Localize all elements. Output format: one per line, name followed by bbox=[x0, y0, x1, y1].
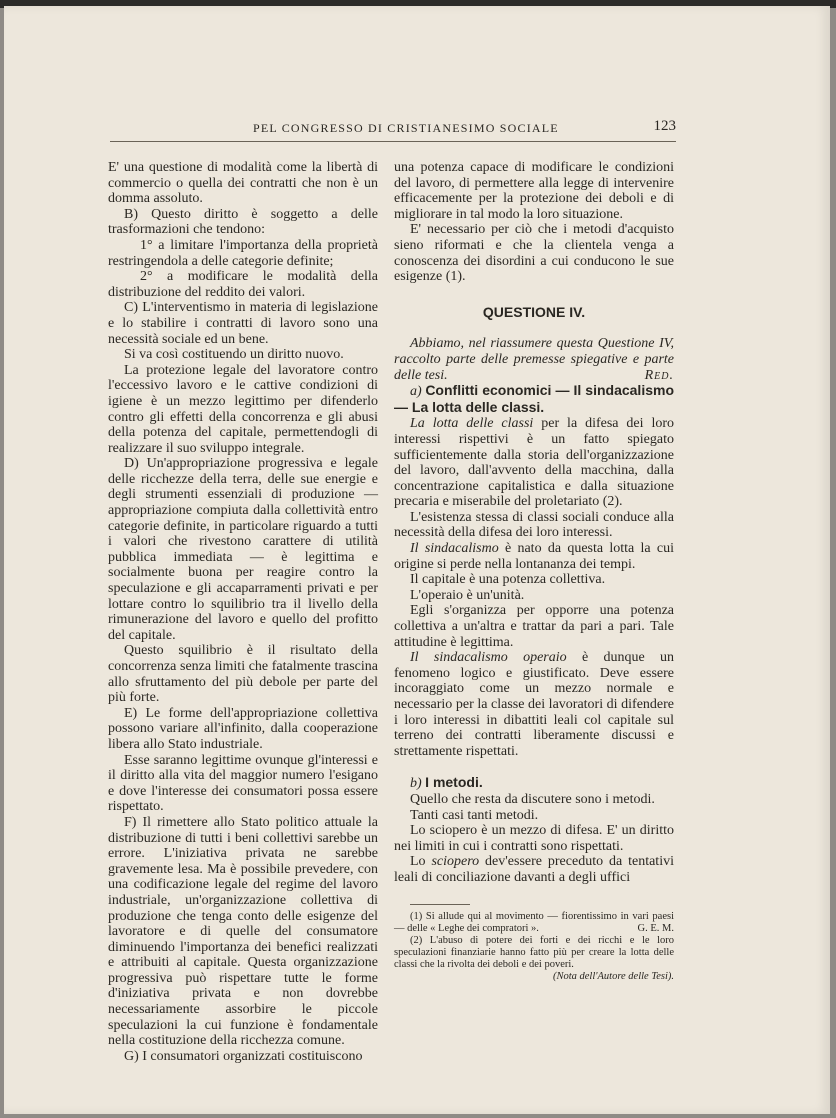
paragraph: 2° a modificare le modalità della distribuzione del reddito dei valori. bbox=[108, 269, 378, 300]
section-title: Conflitti economici — Il sindacalismo — La lotta delle classi. bbox=[394, 382, 675, 415]
footnote-signature bbox=[394, 971, 674, 983]
paragraph-text: dev'essere preceduto da tentativi leali di conciliazione davanti a degli uffici bbox=[394, 854, 674, 885]
paragraph bbox=[394, 650, 674, 759]
paragraph: F) Il rimettere allo Stato politico attuale la distribuzione di tutti i beni collettivi sarebbe un errore. L'iniziativa privata ne sarebbe gravemente lesa. Ma è possibile prevedere, con una codificazione legale del regime del lavoro industriale, un'organizzazione collettiva di produzione che tenga conto delle esigenze del lavoratore e di quelle del consumatore diminuendo l'importanza dei benefici realizzati e attribuiti al capitale. Questa organizzazione progressiva può rispettare tutte le forme d'iniziativa privata e non dovrebbe necessariamente assorbire le piccole speculazioni la cui funzione è fondamentale nella costituzione della ricchezza comune. bbox=[108, 814, 378, 1049]
intro-text: Abbiamo, nel riassumere questa Questione IV, raccolto parte delle premesse spiegative e parte delle tesi. bbox=[394, 336, 674, 383]
intro-paragraph bbox=[394, 336, 674, 383]
paragraph: Esse saranno legittime ovunque gl'interessi e il diritto alla vita del maggior numero l'esigano e dove l'interesse dei consumatori possa essere rispettato. bbox=[108, 752, 378, 815]
paragraph-text: è dunque un fenomeno logico e giustificato. Deve essere incoraggiato come un mezzo normale e necessario per la classe dei lavoratori di difendere i loro interessi in dibattiti leali col capitale sul terreno dei contratti liberamente discussi e strettamente rispettati. bbox=[394, 650, 674, 759]
paragraph: D) Un'appropriazione progressiva e legale delle ricchezze della terra, delle sue energie e degli strumenti essenziali di produzione — appropriazione compiuta dalla collettività entro categorie definite, in particolare riguardo a tutti i valori che rivestono carattere di utilità pubblica immediata — è legittima e socialmente buona per reagire contro la speculazione e gli accaparramenti privati e per lottare contro lo squilibrio tra il livello della rimunerazione del lavoro e quello del profitto del capitale. bbox=[108, 456, 378, 643]
italic-term: La lotta delle classi bbox=[410, 416, 534, 432]
page-number: 123 bbox=[653, 118, 676, 134]
paragraph bbox=[394, 854, 674, 885]
paragraph-text: per la difesa dei loro interessi rispettivi è un fatto spiegato sufficientemente dalla storia dell'organizzazione del lavoro, dall'avvento della macchina, dalla concentrazione capitalistica e dalla situazione precaria e miserabile del proletariato (2). bbox=[394, 416, 674, 510]
paragraph: una potenza capace di modificare le condizioni del lavoro, di permettere alla legge di intervenire efficacemente per la protezione dei deboli e di migliorare in tal modo la loro situazione. bbox=[394, 160, 674, 222]
running-head bbox=[110, 118, 676, 138]
paragraph: E' necessario per ciò che i metodi d'acquisto sieno riformati e che la clientela venga a conoscenza dei disordini a cui conducono le sue esigenze (1). bbox=[394, 222, 674, 285]
paragraph: Si va così costituendo un diritto nuovo. bbox=[124, 347, 344, 363]
left-column bbox=[108, 160, 378, 1064]
paragraph: L'operaio è un'unità. bbox=[410, 587, 525, 603]
paragraph: B) Questo diritto è soggetto a delle trasformazioni che tendono: bbox=[108, 206, 378, 238]
footnote-signature: G. E. M. bbox=[637, 922, 674, 934]
italic-term: Il sindacalismo operaio bbox=[410, 650, 567, 666]
paragraph: E) Le forme dell'appropriazione collettiva possono variare all'infinito, dalla cooperazione libera allo Stato industriale. bbox=[108, 705, 378, 752]
italic-term: Il sindacalismo bbox=[410, 541, 499, 557]
paragraph: C) L'interventismo in materia di legislazione e lo stabilire i contratti di lavoro sono una necessità sociale ed un bene. bbox=[108, 300, 378, 347]
paragraph: E' una questione di modalità come la libertà di commercio o quella dei contratti che non è un domma assoluto. bbox=[108, 160, 378, 207]
section-letter: a) bbox=[410, 384, 422, 400]
paragraph: Egli s'organizza per opporre una potenza collettiva a un'altra e trattar da pari a pari. Tale attitudine è legittima. bbox=[394, 603, 674, 650]
header-rule bbox=[110, 141, 676, 142]
footnotes bbox=[394, 911, 674, 983]
right-column bbox=[394, 160, 674, 983]
paragraph bbox=[394, 541, 674, 572]
paragraph: 1° a limitare l'importanza della proprietà restringendola a delle categorie definite; bbox=[108, 237, 378, 269]
italic-term: sciopero bbox=[431, 854, 480, 870]
paragraph: Quello che resta da discutere sono i metodi. bbox=[410, 791, 655, 807]
paragraph: L'esistenza stessa di classi sociali conduce alla necessità della difesa dei loro interessi. bbox=[394, 509, 674, 541]
paragraph: Questo squilibrio è il risultato della concorrenza senza limiti che fatalmente trascina allo sfruttamento del più debole per parte del più forte. bbox=[108, 643, 378, 706]
section-heading-b bbox=[394, 775, 674, 792]
paragraph: Il capitale è una potenza collettiva. bbox=[410, 572, 606, 588]
paragraph: Tanti casi tanti metodi. bbox=[410, 807, 539, 823]
paragraph: G) I consumatori organizzati costituiscono bbox=[124, 1048, 363, 1064]
footnote-text: (1) Si allude qui al movimento — fiorentissimo in vari paesi — delle « Leghe dei compratori ». bbox=[394, 910, 674, 934]
footnote: (2) L'abuso di potere dei forti e dei ricchi e le loro speculazioni finanziarie hanno fatto più per creare la lotta delle classi che la rivolta dei deboli e dei poveri. bbox=[394, 934, 674, 970]
section-letter: b) bbox=[410, 776, 422, 792]
paragraph: Lo sciopero è un mezzo di difesa. E' un diritto nei limiti in cui i contratti sono rispettati. bbox=[394, 823, 674, 854]
paragraph: La protezione legale del lavoratore contro l'eccessivo lavoro e le cattive condizioni di igiene è un mezzo legittimo per difenderlo contro gli effetti della concorrenza e gli abusi della potenza del capitale, permettendogli di realizzare il suo sviluppo integrale. bbox=[108, 362, 378, 456]
footnote-signature-text: (Nota dell'Autore delle Tesi). bbox=[552, 970, 674, 982]
paragraph bbox=[394, 416, 674, 510]
paragraph-text: è nato da questa lotta la cui origine si perde nella lontananza dei tempi. bbox=[394, 541, 674, 572]
footnote-rule bbox=[410, 904, 470, 905]
running-title: PEL CONGRESSO DI CRISTIANESIMO SOCIALE bbox=[253, 121, 559, 135]
section-title: I metodi. bbox=[425, 774, 483, 791]
question-title: QUESTIONE IV. bbox=[482, 303, 586, 320]
footnote bbox=[394, 911, 674, 935]
section-heading-a bbox=[394, 383, 674, 416]
intro-signature: Red. bbox=[644, 367, 674, 383]
paragraph-text: Lo bbox=[410, 854, 432, 870]
